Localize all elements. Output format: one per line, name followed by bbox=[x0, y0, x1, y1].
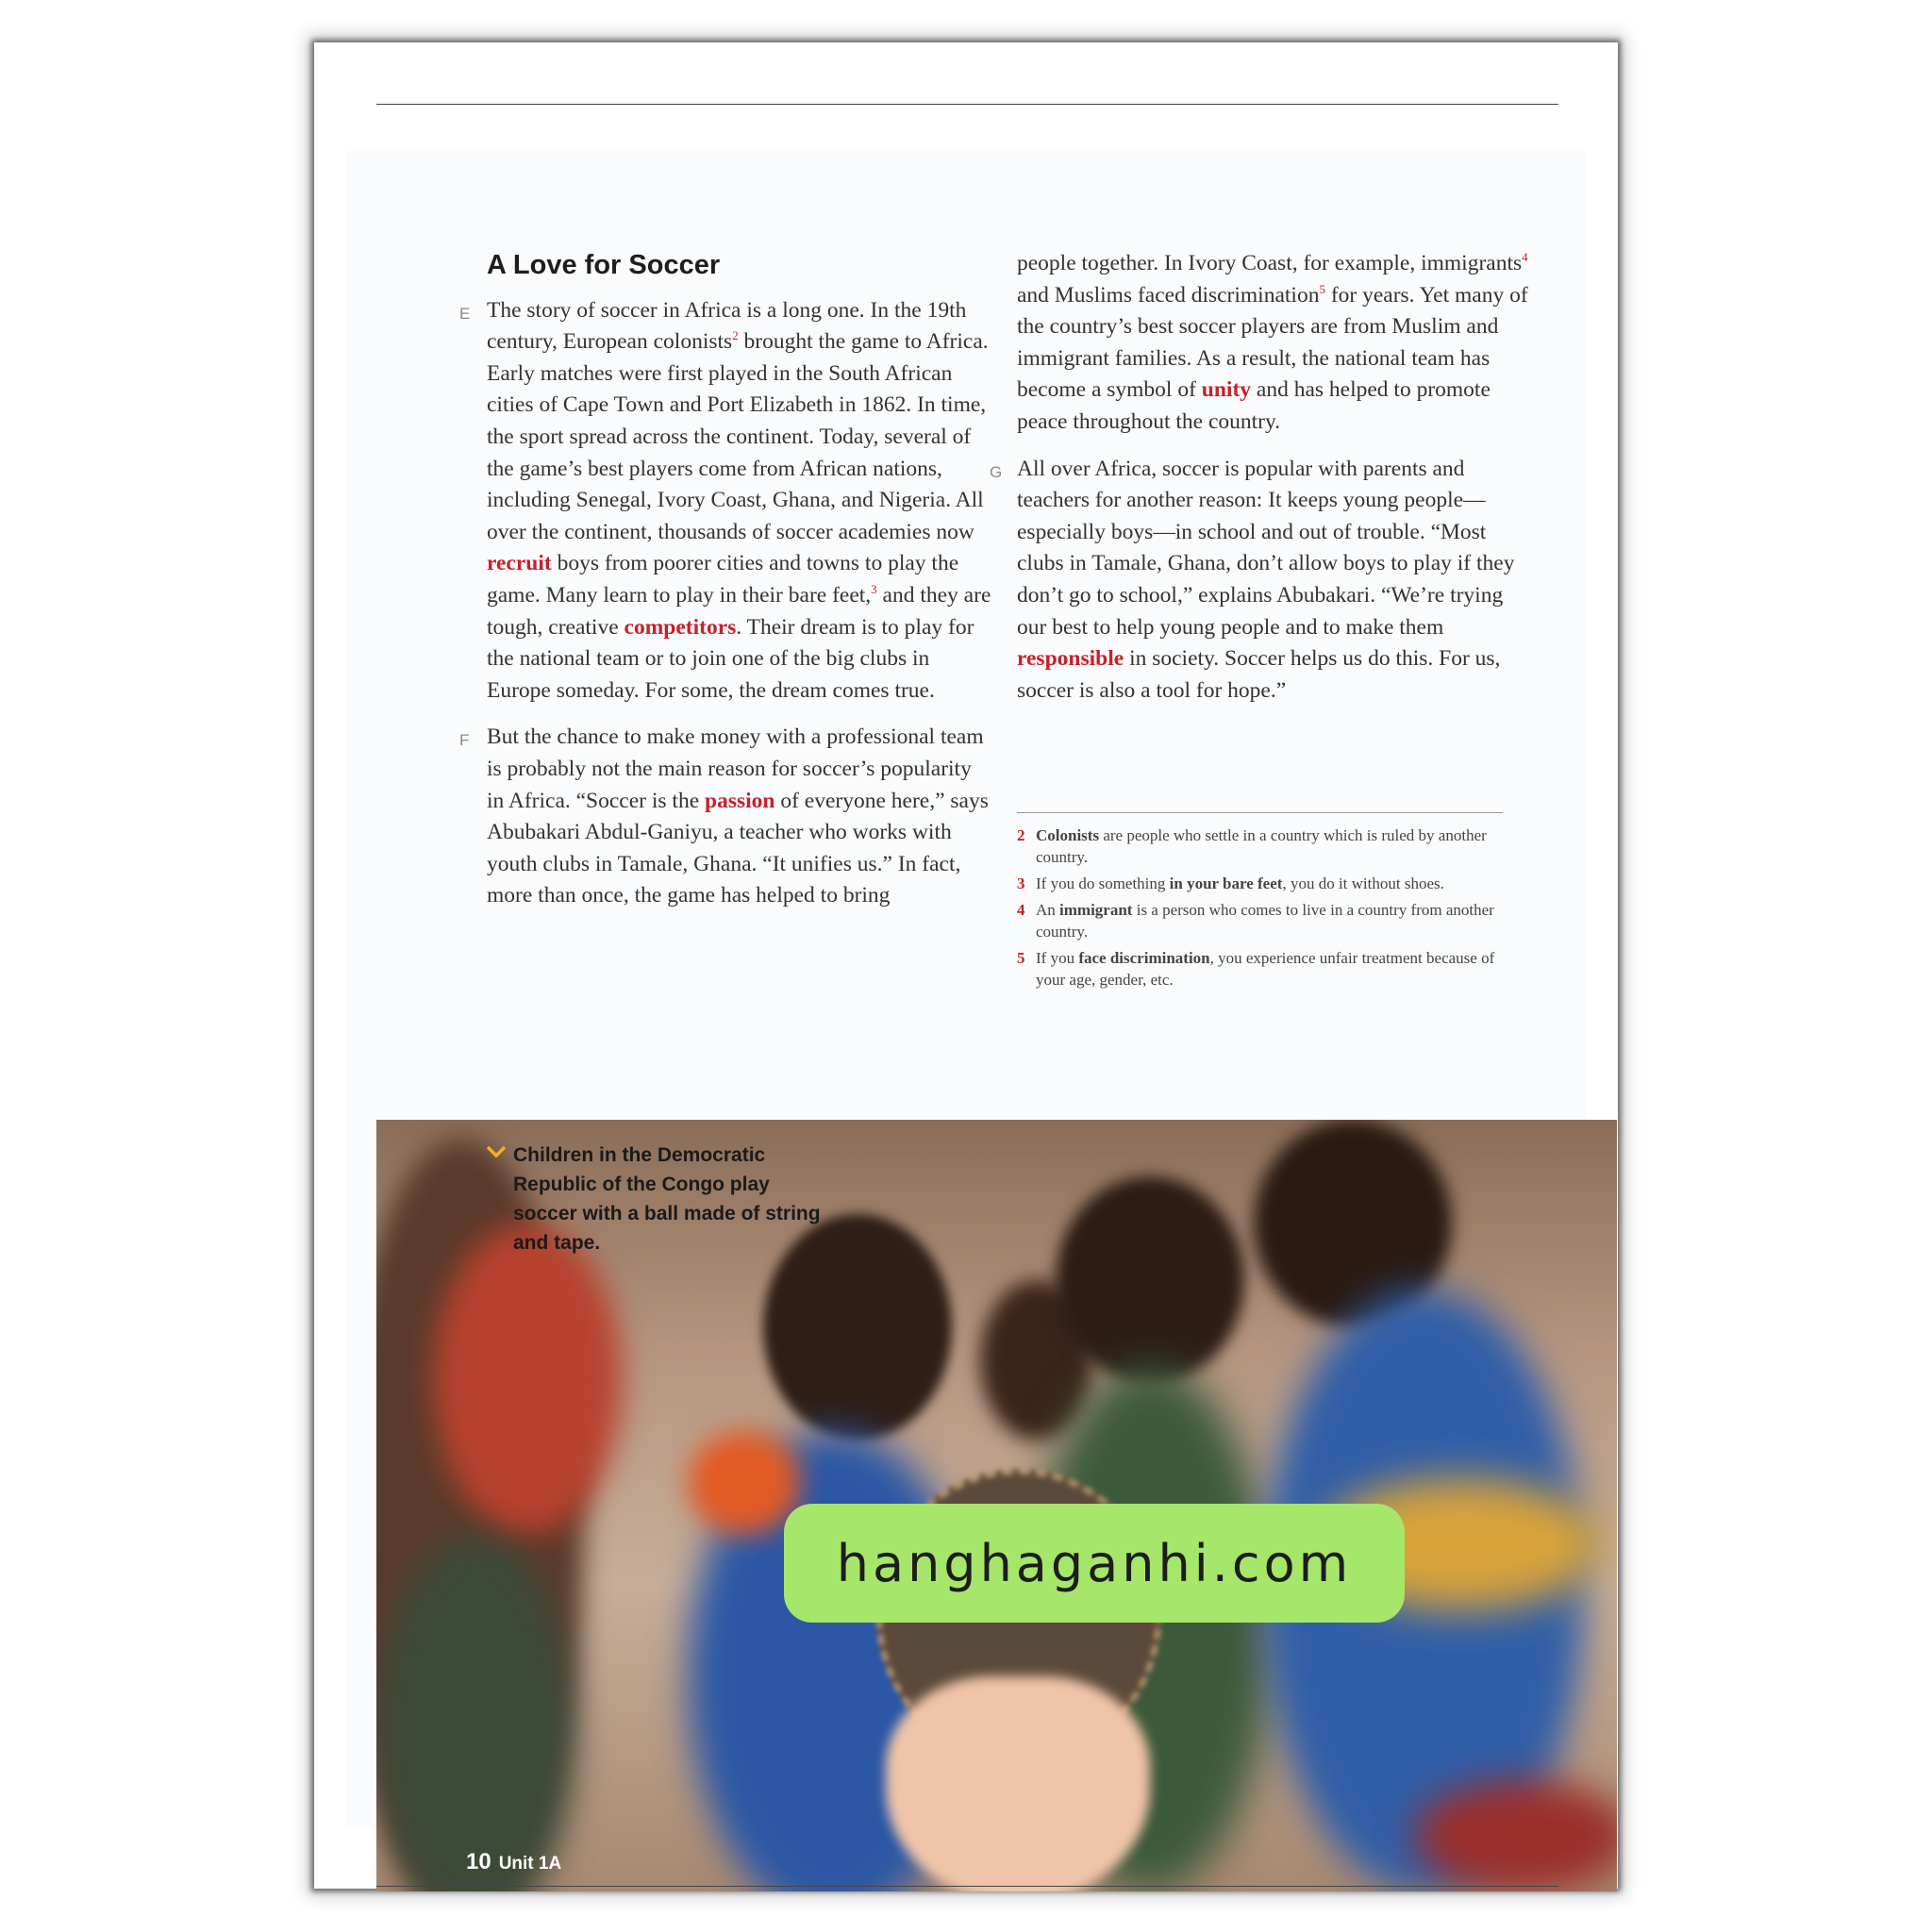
page-number: 10 bbox=[466, 1849, 491, 1874]
paragraph-marker: F bbox=[459, 731, 470, 750]
footnote-ref: 5 bbox=[1319, 281, 1325, 296]
watermark-banner: hanghaganhi.com bbox=[784, 1504, 1405, 1623]
keyword-passion: passion bbox=[705, 788, 775, 813]
paragraph-e: E The story of soccer in Africa is a long one. In the 19th century, European colonists$^2$ brought the game to Africa. Early matches were first played in the South African cities of Cape Town and Port Elizabeth in 1862. In time, the sport spread across the continent. Today, several of the game’s best players come from African nations, including Senegal, Ivory Coast, Ghana, and Nigeria. All over the continent, thousands of soccer academies now recruit boys from poorer cities and towns to play the game. Many learn to play in their bare feet,$^3$ and they are tough, creative competitors. Their dream is to play for the national team or to join one of the big clubs in Europe someday. For some, the dream comes true. bbox=[459, 297, 991, 703]
footnote-item: 5 If you face discrimination, you experience unfair treatment because of your age, gender, etc. bbox=[1017, 949, 1495, 989]
bottom-rule bbox=[376, 1886, 1558, 1887]
unit-label: Unit 1A bbox=[498, 1854, 562, 1874]
paragraph-f-continued: people together. In Ivory Coast, for example, immigrants$^4$ and Muslims faced discrimination$^5$ for years. Yet many of the country’s best soccer players are from Muslim and immigrant families. As a result, the national team has become a symbol of unity and has helped to promote peace throughout the country. bbox=[1017, 250, 1528, 434]
chevron-down-icon bbox=[485, 1143, 508, 1160]
paragraph-f: F But the chance to make money with a professional team is probably not the main reason for soccer’s popularity in Africa. “Soccer is the passion of everyone here,” says Abubakari Abdul-Ganiyu, a teacher who works with youth clubs in Tamale, Ghana. “It unifies us.” In fact, more than once, the game has helped to bring bbox=[459, 724, 989, 908]
page-folio bbox=[466, 1849, 561, 1875]
photo-caption: Children in the Democratic Republic of the Congo play soccer with a ball made of string and tape. bbox=[513, 1141, 824, 1257]
keyword-recruit: recruit bbox=[487, 551, 552, 576]
footnote-item: 2 Colonists are people who settle in a country which is ruled by another country. bbox=[1017, 826, 1487, 866]
footnote-item: 4 An immigrant is a person who comes to live in a country from another country. bbox=[1017, 901, 1494, 941]
footnote-item: 3 If you do something in your bare feet, you do it without shoes. bbox=[1017, 874, 1444, 892]
right-column bbox=[990, 248, 1531, 707]
footnote-ref: 3 bbox=[871, 581, 877, 596]
keyword-unity: unity bbox=[1201, 377, 1252, 403]
footnote-ref: 4 bbox=[1522, 250, 1528, 264]
keyword-responsible: responsible bbox=[1017, 646, 1124, 672]
footnotes bbox=[1017, 824, 1517, 995]
left-column bbox=[459, 250, 991, 912]
footnote-ref: 2 bbox=[732, 328, 739, 343]
footnote-divider bbox=[1017, 812, 1503, 813]
paragraph-g: G All over Africa, soccer is popular with parents and teachers for another reason: It keeps young people—especially boys—in school and out of trouble. “Most clubs in Tamale, Ghana, don’t allow boys to play if they don’t go to school,” explains Abubakari. “We’re trying our best to help young people and to make them responsible in society. Soccer helps us do this. For us, soccer is also a tool for hope.” bbox=[990, 456, 1515, 703]
paragraph-marker: E bbox=[459, 304, 471, 323]
article-title: A Love for Soccer bbox=[487, 250, 721, 280]
top-rule bbox=[376, 104, 1558, 105]
paragraph-marker: G bbox=[990, 462, 1003, 481]
keyword-competitors: competitors bbox=[624, 614, 737, 640]
